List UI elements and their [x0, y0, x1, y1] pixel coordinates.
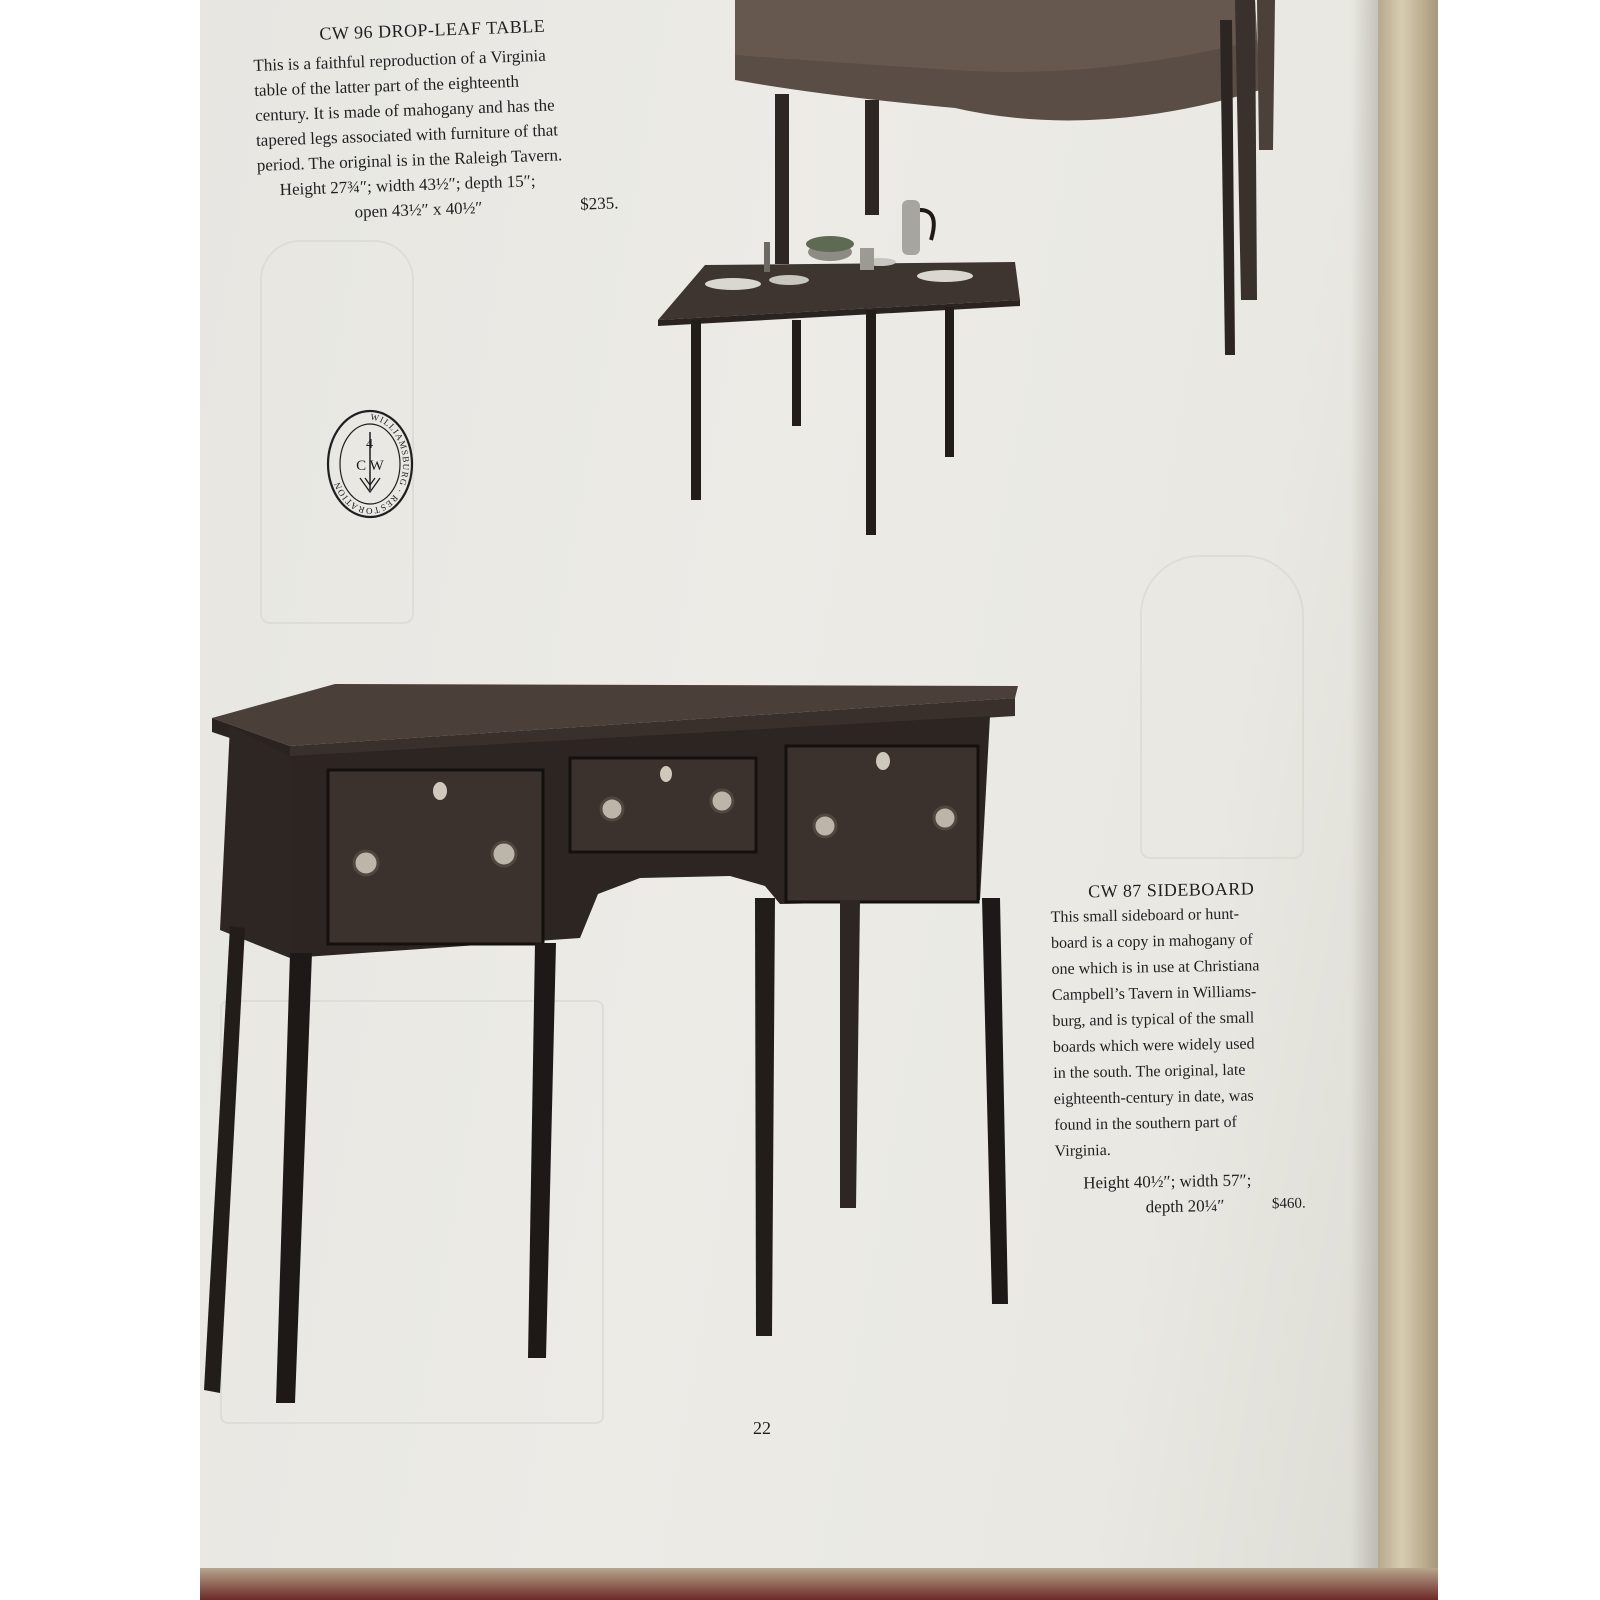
drop-leaf-table-title: CW 96 DROP-LEAF TABLE — [319, 15, 546, 44]
background-right — [1438, 0, 1600, 1600]
drop-leaf-table-desc-line-5: period. The original is in the Raleigh Tavern. — [256, 145, 563, 175]
drop-leaf-table-dimensions-2: open 43½″ x 40½″ — [354, 198, 483, 222]
page-number: 22 — [753, 1418, 771, 1438]
sideboard-desc-line-5: burg, and is typical of the small — [1052, 1009, 1255, 1030]
sideboard-desc-line-9: found in the southern part of — [1054, 1113, 1237, 1134]
seal-center-letters: C W — [356, 458, 384, 474]
sideboard-desc-line-8: eighteenth-century in date, was — [1053, 1087, 1254, 1108]
drop-leaf-table-block — [252, 13, 619, 227]
drop-leaf-table-desc-line-4: tapered legs associated with furniture of that — [255, 120, 559, 150]
seal-top-mark: 4 — [366, 437, 373, 452]
show-through-chair-right — [1140, 555, 1304, 859]
sideboard-dimensions-2: depth 20¼″ — [1145, 1196, 1225, 1217]
drop-leaf-table-price: $235. — [579, 193, 619, 214]
sideboard-desc-line-1: This small sideboard or hunt- — [1050, 905, 1240, 926]
drop-leaf-table-desc-line-2: table of the latter part of the eighteenth — [253, 71, 520, 100]
drop-leaf-table-desc-line-1: This is a faithful reproduction of a Virginia — [253, 45, 547, 75]
catalog-page — [200, 0, 1378, 1568]
sideboard-block — [1050, 878, 1306, 1221]
sideboard-desc-line-4: Campbell’s Tavern in Williams- — [1051, 983, 1257, 1004]
williamsburg-restoration-seal — [325, 408, 415, 520]
sideboard-dimensions-2-row — [1055, 1192, 1305, 1221]
book-bottom-edge — [200, 1568, 1438, 1600]
seal-ring-text: WILLIAMSBURG · RESTORATION — [331, 411, 412, 517]
sideboard-desc-line-3: one which is in use at Christiana — [1051, 957, 1260, 978]
drop-leaf-table-dimensions-1: Height 27¾″; width 43½″; depth 15″; — [279, 171, 536, 200]
book-spine — [1378, 0, 1438, 1600]
sideboard-desc-line-7: in the south. The original, late — [1053, 1061, 1246, 1082]
sideboard-photo — [200, 668, 1030, 1418]
sideboard-desc-line-2: board is a copy in mahogany of — [1050, 931, 1253, 952]
sideboard-desc-line-6: boards which were widely used — [1052, 1035, 1255, 1056]
sideboard-desc-line-10: Virginia. — [1054, 1141, 1111, 1160]
sideboard-dimensions-1: Height 40½″; width 57″; — [1083, 1170, 1252, 1193]
sideboard-title: CW 87 SIDEBOARD — [1087, 878, 1255, 902]
sideboard-price: $460. — [1271, 1195, 1306, 1213]
background-left — [0, 0, 200, 1600]
drop-leaf-table-desc-line-3: century. It is made of mahogany and has the — [254, 95, 555, 125]
drop-leaf-table-photo — [655, 170, 1035, 540]
